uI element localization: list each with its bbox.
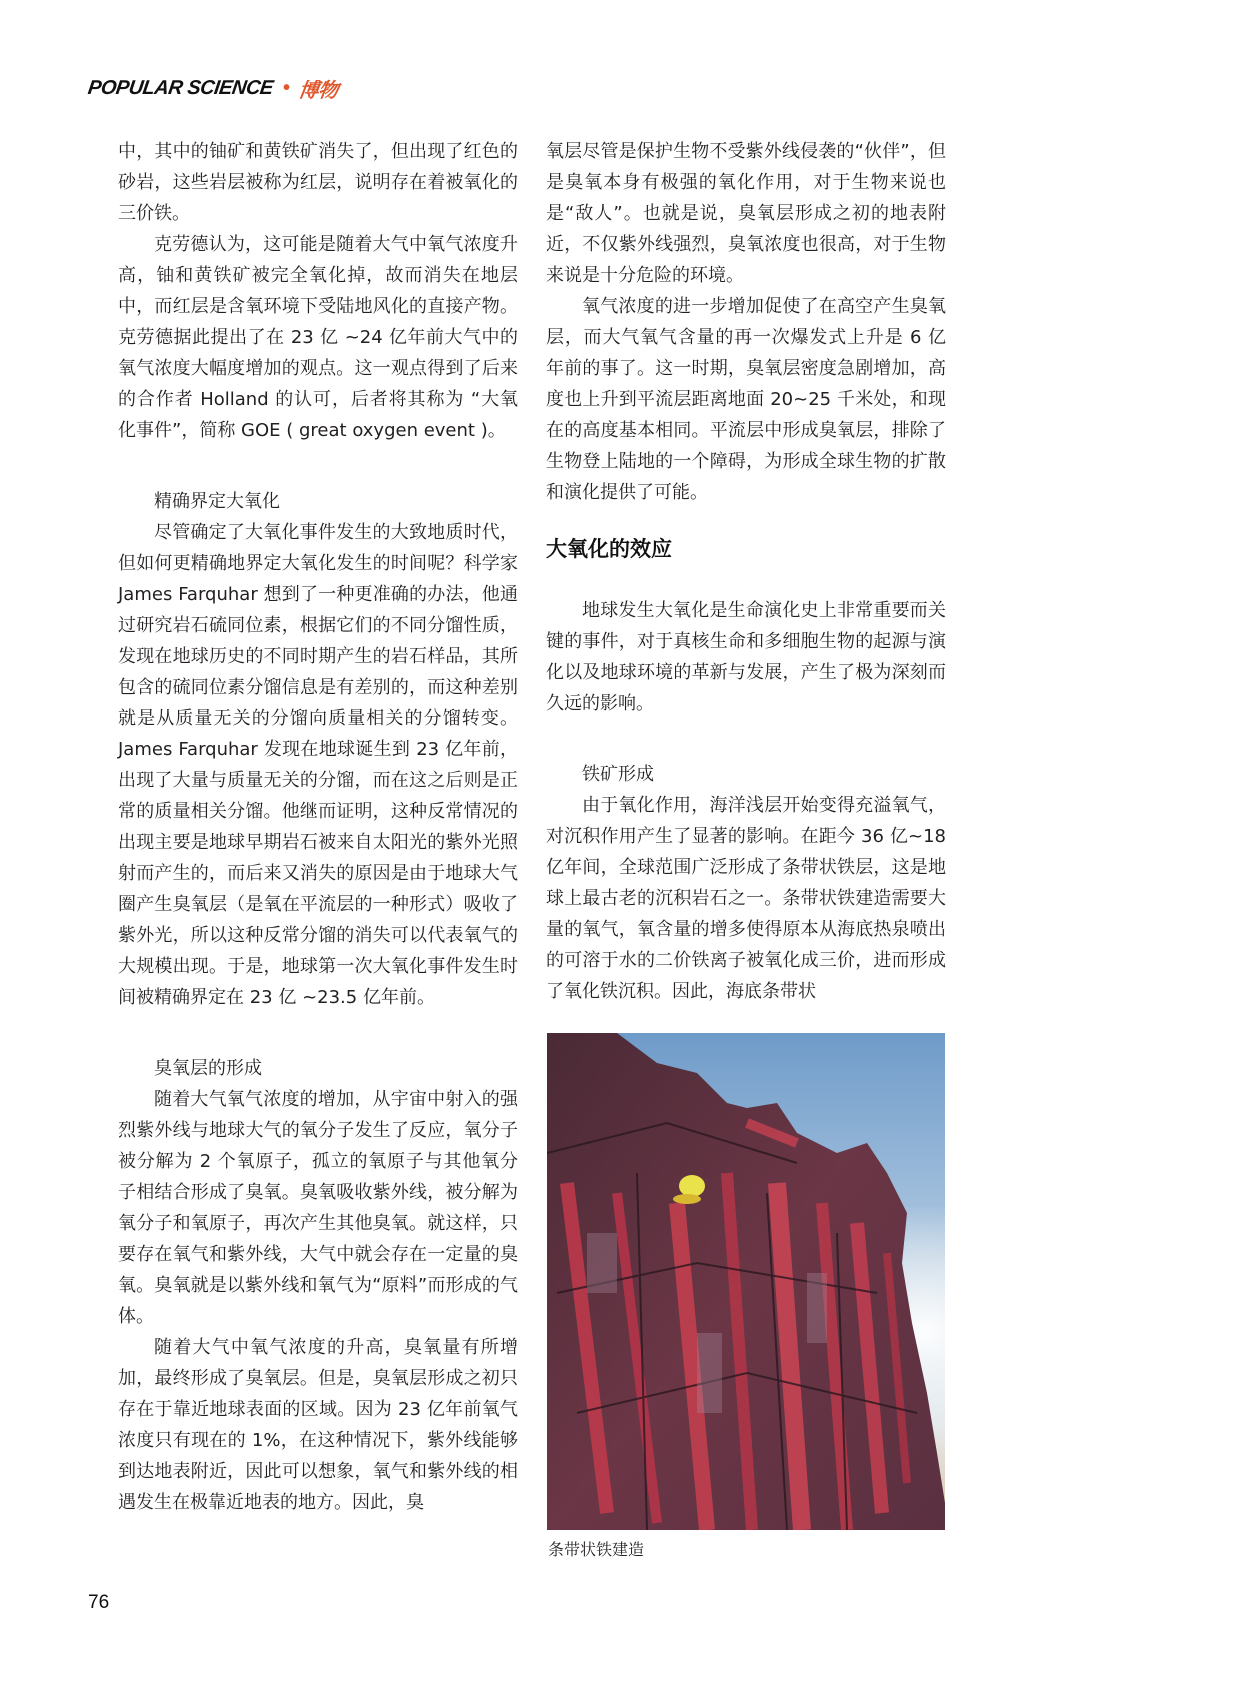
paragraph: 随着大气中氧气浓度的升高，臭氧量有所增加，最终形成了臭氧层。但是，臭氧层形成之初只存在于靠近地球表面的区域。因为 23 亿年前氧气浓度只有现在的 1%，在这种情况下，紫外线能够到达地表附近，因此可以想象，氧气和紫外线的相遇发生在极靠近地表的地方。因此，臭 (118, 1337, 518, 1513)
right-column (546, 136, 946, 1007)
paragraph: 尽管确定了大氧化事件发生的大致地质时代，但如何更精确地界定大氧化发生的时间呢？科学家 James Farquhar 想到了一种更准确的办法，他通过研究岩石硫同位素，根据它们的不同分馏性质，发现在地球历史的不同时期产生的岩石样品，其所包含的硫同位素分馏信息是有差别的，而这种差别就是从质量无关的分馏向质量相关的分馏转变。James Farquhar 发现在地球诞生到 23 亿年前，出现了大量与质量无关的分馏，而在这之后则是正常的质量相关分馏。他继而证明，这种反常情况的出现主要是地球早期岩石被来自太阳光的紫外光照射而产生的，而后来又消失的原因是由于地球大气圈产生臭氧层（是氧在平流层的一种形式）吸收了紫外光，所以这种反常分馏的消失可以代表氧气的大规模出现。于是，地球第一次大氧化事件发生时间被精确界定在 23 亿 ~23.5 亿年前。 (118, 522, 518, 1008)
subheading: 铁矿形成 (582, 764, 654, 785)
page-number: 76 (88, 1592, 110, 1613)
subheading: 精确界定大氧化 (154, 491, 280, 512)
paragraph: 中，其中的铀矿和黄铁矿消失了，但出现了红色的砂岩，这些岩层被称为红层，说明存在着被氧化的三价铁。 (118, 141, 518, 224)
paragraph: 地球发生大氧化是生命演化史上非常重要而关键的事件，对于真核生命和多细胞生物的起源与演化以及地球环境的革新与发展，产生了极为深刻而久远的影响。 (546, 600, 946, 714)
subheading: 臭氧层的形成 (154, 1058, 262, 1079)
paragraph: 随着大气氧气浓度的增加，从宇宙中射入的强烈紫外线与地球大气的氧分子发生了反应，氧分子被分解为 2 个氧原子，孤立的氧原子与其他氧分子相结合形成了臭氧。臭氧吸收紫外线，被分解为氧分子和氧原子，再次产生其他臭氧。就这样，只要存在氧气和紫外线，大气中就会存在一定量的臭氧。臭氧就是以紫外线和氧气为“原料”而形成的气体。 (118, 1089, 518, 1327)
lens-cap (679, 1175, 705, 1197)
header-separator: • (282, 77, 290, 99)
paragraph: 克劳德认为，这可能是随着大气中氧气浓度升高，铀和黄铁矿被完全氧化掉，故而消失在地层中，而红层是含氧环境下受陆地风化的直接产物。克劳德据此提出了在 23 亿 ~24 亿年前大气中的氧气浓度大幅度增加的观点。这一观点得到了后来的合作者 Holland 的认可，后者将其称为 “大氧化事件”，简称 GOE ( great oxygen event )。 (118, 234, 518, 441)
section-heading: 大氧化的效应 (546, 537, 672, 561)
left-column (118, 136, 518, 1518)
paragraph: 氧气浓度的进一步增加促使了在高空产生臭氧层，而大气氧气含量的再一次爆发式上升是 6 亿年前的事了。这一时期，臭氧层密度急剧增加，高度也上升到平流层距离地面 20~25 千米处，和现在的高度基本相同。平流层中形成臭氧层，排除了生物登上陆地的一个障碍，为形成全球生物的扩散和演化提供了可能。 (546, 296, 946, 503)
magazine-brand: POPULAR SCIENCE (86, 77, 275, 99)
figure-caption: 条带状铁建造 (548, 1540, 645, 1559)
paragraph: 氧层尽管是保护生物不受紫外线侵袭的“伙伴”，但是臭氧本身有极强的氧化作用，对于生物来说也是“敌人”。也就是说，臭氧层形成之初的地表附近，不仅紫外线强烈，臭氧浓度也很高，对于生物来说是十分危险的环境。 (546, 141, 946, 286)
rock-illustration (547, 1033, 945, 1530)
banded-iron-photo (547, 1033, 945, 1530)
section-label: 博物 (297, 80, 340, 102)
paragraph: 由于氧化作用，海洋浅层开始变得充溢氧气，对沉积作用产生了显著的影响。在距今 36 亿~18 亿年间，全球范围广泛形成了条带状铁层，这是地球上最古老的沉积岩石之一。条带状铁建造需要大量的氧气，氧含量的增多使得原本从海底热泉喷出的可溶于水的二价铁离子被氧化成三价，进而形成了氧化铁沉积。因此，海底条带状 (546, 795, 946, 1002)
magazine-header (88, 74, 338, 103)
